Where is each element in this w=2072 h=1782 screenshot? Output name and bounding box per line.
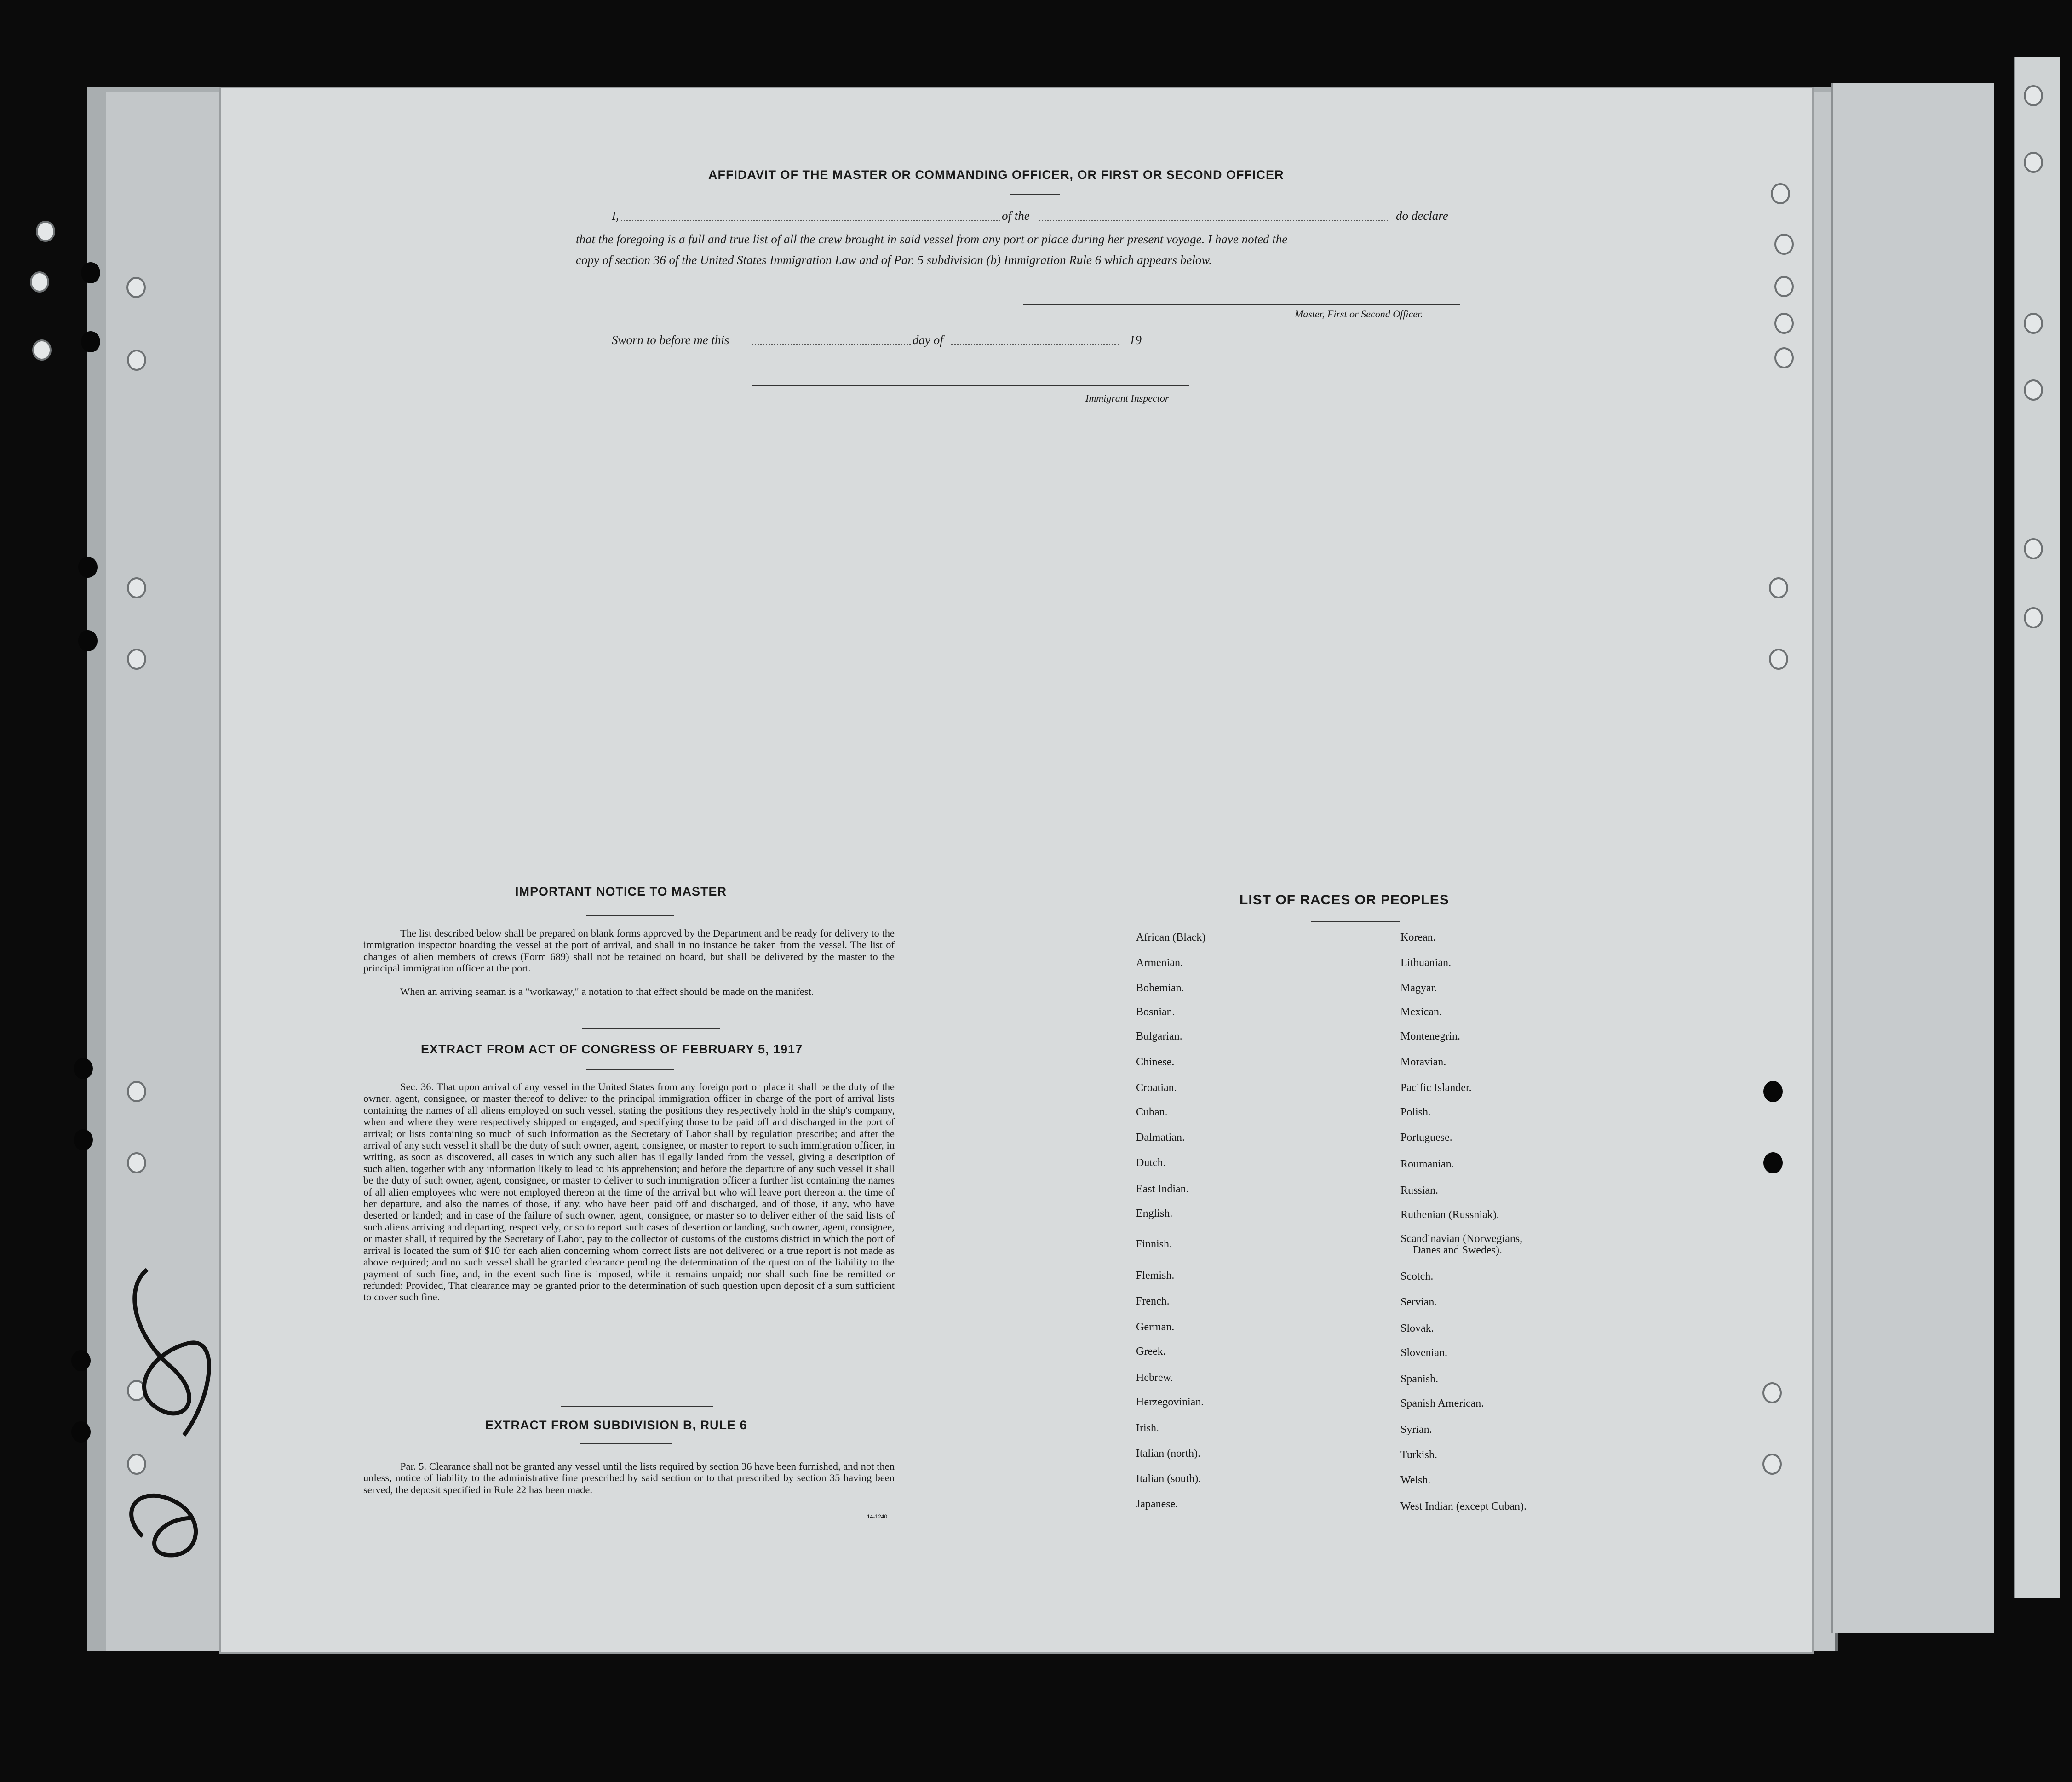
notice-paragraph-2: When an arriving seaman is a "workaway," a notation to that effect should be made on the manifest. [400,986,814,997]
race-item: Dalmatian. [1136,1132,1185,1144]
divider [582,1028,720,1029]
binder-hole [1762,1382,1782,1403]
affidavit-line3: copy of section 36 of the United States Immigration Law and of Par. 5 subdivision (b) Immigration Rule 6 which appears below. [576,253,1212,267]
extract-act-title: EXTRACT FROM ACT OF CONGRESS OF FEBRUARY 5, 1917 [421,1042,803,1056]
binder-hole [127,577,146,598]
binder-hole [1762,1454,1782,1475]
race-item: Roumanian. [1400,1158,1454,1170]
signature-line[interactable] [1023,304,1460,305]
race-item: Korean. [1400,931,1436,943]
notice-paragraph-1: The list described below shall be prepared on blank forms approved by the Department and be ready for delivery to the immigration inspector boarding the vessel at the port of arrival, and shall in no instance be taken from the vessel. The list of changes of alien members of crews (Form 689) shall not be retained on board, but shall be delivered by the master to the principal immigration officer at the port. [363,927,895,974]
divider [586,915,674,916]
name-blank[interactable] [621,220,1000,221]
sworn-start: Sworn to before me this [612,333,729,347]
race-item: Spanish American. [1400,1397,1484,1409]
binder-hole [2024,85,2043,106]
right-edge-strip [2014,57,2060,1598]
binder-hole [2024,152,2043,173]
race-item: Lithuanian. [1400,957,1451,969]
divider [580,1443,672,1444]
binder-hole [78,630,98,651]
race-item: Danes and Swedes). [1413,1244,1502,1256]
race-item: Flemish. [1136,1270,1175,1282]
race-item: Scandinavian (Norwegians, [1400,1233,1523,1245]
binder-hole [2024,607,2043,628]
race-item: German. [1136,1321,1175,1333]
binder-hole [71,1421,91,1443]
binder-hole [1774,234,1794,255]
binder-hole [2024,538,2043,559]
race-item: Japanese. [1136,1498,1178,1510]
race-item: Welsh. [1400,1474,1431,1486]
race-item: Italian (north). [1136,1448,1200,1460]
binder-hole [127,1152,146,1173]
race-item: Irish. [1136,1422,1159,1434]
section-36-text: Sec. 36. That upon arrival of any vessel in the United States from any foreign port or place it shall be the duty of the owner, agent, consignee, or master thereof to deliver to the principal immigration officer in charge of the port of arrival lists containing the names of all aliens employed on such vessel, stating the positions they respectively hold in the ship's company, when and where they were respectively shipped or engaged, and specifying those to be paid off and discharged in the port of arrival; or lists containing so much of such information as the Secretary of Labor shall by regulation prescribe; and after the arrival of any such vessel it shall be the duty of such owner, agent, consignee, or master to report to such immigration officer, in writing, as soon as discovered, all cases in which any such alien has illegally landed from the vessel, giving a description of such alien, together with any information likely to lead to his apprehension; and before the departure of any such vessel it shall be the duty of such owner, agent, consignee, or master to deliver to such immigration officer a further list containing the names of all alien employees who were not employed thereon at the time of the arrival but who will leave port thereon at the time of her departure, and also the names of those, if any, who have been paid off and discharged, and of those, if any, who have deserted or landed; and in case of the failure of such owner, agent, consignee, or master so to deliver either of the said lists of such aliens arriving and departing, respectively, or so to report such cases of desertion or landing, such owner, agent, consignee, or master shall, if required by the Secretary of Labor, pay to the collector of customs of the customs district in which the port of arrival is located the sum of $10 for each alien concerning whom correct lists are not delivered or a true report is not made as above required; and no such vessel shall be granted clearance pending the determination of the question of the liability to the payment of such fine, and, in the event such fine is imposed, while it remains unpaid; nor shall such fine be remitted or refunded: Provided, That clearance may be granted prior to the determination of such question upon deposit of a sum sufficient to cover such fine. [363,1081,895,1303]
race-item: Finnish. [1136,1238,1172,1250]
binder-hole [32,339,52,361]
race-item: Syrian. [1400,1424,1432,1436]
binder-hole [1774,313,1794,334]
binder-hole [74,1058,93,1079]
divider [1010,194,1060,195]
binder-hole [36,221,55,242]
race-item: Spanish. [1400,1373,1439,1385]
inspector-caption: Immigrant Inspector [1085,392,1169,404]
binder-hole [71,1350,91,1371]
binder-hole [81,331,100,352]
divider [586,1069,674,1070]
race-item: Greek. [1136,1345,1166,1357]
race-item: Portuguese. [1400,1132,1452,1144]
underlying-page-right [1831,83,1994,1633]
divider [561,1406,713,1407]
signature-caption: Master, First or Second Officer. [1295,308,1423,320]
affidavit-line2: that the foregoing is a full and true list of all the crew brought in said vessel from any port or place during her present voyage. I have noted the [576,232,1288,246]
race-item: Herzegovinian. [1136,1396,1204,1408]
binder-hole [127,649,146,670]
race-item: West Indian (except Cuban). [1400,1500,1527,1512]
binder-hole [1774,347,1794,368]
race-item: Pacific Islander. [1400,1082,1472,1094]
race-item: Armenian. [1136,957,1183,969]
race-item: Italian (south). [1136,1473,1201,1485]
race-item: Slovenian. [1400,1347,1447,1359]
race-item: Polish. [1400,1106,1431,1118]
race-item: Bosnian. [1136,1006,1175,1018]
binder-hole [127,350,146,371]
race-item: Turkish. [1400,1449,1437,1461]
binder-hole [1769,649,1788,670]
binder-hole [78,557,98,578]
divider [1311,921,1400,922]
race-item: Croatian. [1136,1082,1177,1094]
race-item: Bohemian. [1136,982,1184,994]
affidavit-line1-start: I, [612,209,619,223]
race-item: Ruthenian (Russniak). [1400,1209,1499,1221]
race-item: Servian. [1400,1296,1437,1308]
binder-hole [2024,313,2043,334]
race-item: Slovak. [1400,1322,1434,1334]
binder-hole [1771,183,1790,204]
race-item: Scotch. [1400,1270,1434,1282]
race-item: Magyar. [1400,982,1437,994]
form-number: 14-1240 [867,1513,888,1520]
binder-hole [81,262,100,283]
binder-hole [1769,577,1788,598]
affidavit-line1-end: do declare [1396,209,1448,223]
race-item: Chinese. [1136,1056,1175,1068]
race-item: English. [1136,1207,1173,1219]
race-item: Mexican. [1400,1006,1442,1018]
binder-hole [127,1081,146,1102]
race-item: Hebrew. [1136,1372,1173,1384]
affidavit-title: AFFIDAVIT OF THE MASTER OR COMMANDING OFFICER, OR FIRST OR SECOND OFFICER [708,168,1284,182]
race-item: Bulgarian. [1136,1030,1182,1042]
paragraph-5-text: Par. 5. Clearance shall not be granted any vessel until the lists required by section 36 have been furnished, and not then unless, notice of liability to the administrative fine prescribed by said section or to that prescribed by section 35 having been served, the deposit specified in Rule 22 has been made. [363,1460,895,1495]
binder-hole [1763,1081,1783,1102]
affidavit-form-page [221,88,1812,1652]
race-item: East Indian. [1136,1183,1189,1195]
binder-hole [74,1129,93,1150]
month-blank[interactable] [951,344,1119,345]
binder-hole [1763,1152,1783,1173]
race-item: Moravian. [1400,1056,1446,1068]
sworn-mid: day of [913,333,943,347]
binder-hole [2024,379,2043,401]
binder-hole [1774,276,1794,297]
sworn-year: 19 [1129,333,1142,347]
handwritten-mark [115,1260,235,1573]
affidavit-line1-mid: of the [1002,209,1030,223]
vessel-blank[interactable] [1039,220,1388,221]
binder-hole [126,277,146,298]
race-item: French. [1136,1295,1170,1307]
day-blank[interactable] [752,344,911,345]
race-item: Dutch. [1136,1157,1166,1169]
race-item: Montenegrin. [1400,1030,1460,1042]
race-item: Russian. [1400,1184,1439,1196]
races-title: LIST OF RACES OR PEOPLES [1240,892,1449,908]
notice-title: IMPORTANT NOTICE TO MASTER [515,885,727,898]
race-item: Cuban. [1136,1106,1168,1118]
inspector-signature-line[interactable] [752,385,1189,386]
extract-rule-title: EXTRACT FROM SUBDIVISION B, RULE 6 [485,1418,747,1432]
binder-hole [30,271,49,293]
race-item: African (Black) [1136,931,1206,943]
